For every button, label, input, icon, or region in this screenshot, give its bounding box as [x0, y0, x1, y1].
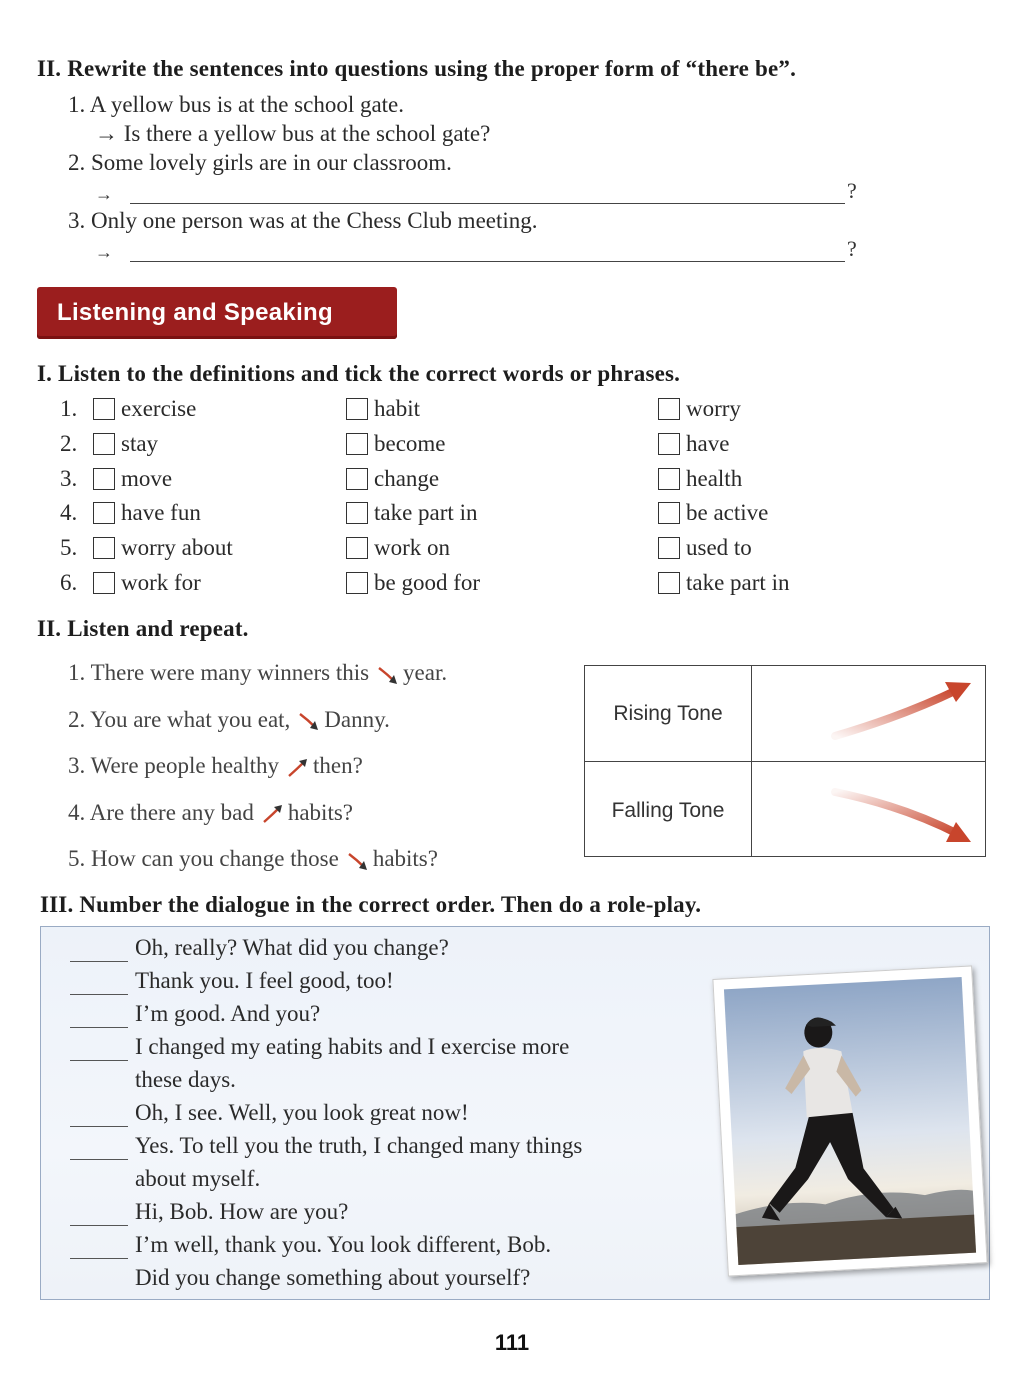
- tick-option-label: worry: [686, 396, 741, 421]
- tick-option[interactable]: [346, 466, 439, 492]
- repeat-item-text: habits?: [372, 846, 438, 871]
- runner-image: [713, 966, 986, 1275]
- tick-checkbox[interactable]: [93, 572, 115, 594]
- dialogue-line: Oh, really? What did you change?: [135, 935, 449, 960]
- tick-option[interactable]: [346, 570, 480, 596]
- tick-option-label: health: [686, 465, 743, 491]
- dialogue-line: Oh, I see. Well, you look great now!: [135, 1100, 469, 1125]
- rewrite-arrow-3: →: [95, 242, 113, 262]
- repeat-item: [68, 660, 447, 686]
- tick-row-number: 2.: [60, 430, 78, 456]
- dialogue-line: Thank you. I feel good, too!: [135, 968, 394, 993]
- tick-checkbox[interactable]: [346, 502, 368, 524]
- tick-row-number: 1.: [60, 396, 78, 421]
- tick-option[interactable]: [658, 570, 789, 596]
- dialogue-line: I’m well, thank you. You look different, Bob.: [135, 1232, 552, 1257]
- tick-checkbox[interactable]: [658, 468, 680, 490]
- rising-arrow-icon: [835, 682, 971, 736]
- tick-option[interactable]: [93, 431, 158, 457]
- tick-option-label: change: [374, 465, 440, 491]
- banner-title: Listening and Speaking: [57, 299, 333, 326]
- repeat-item: [68, 800, 353, 826]
- tick-checkbox[interactable]: [658, 433, 680, 455]
- tick-checkbox[interactable]: [658, 398, 680, 420]
- dialogue-number-blank[interactable]: [70, 1126, 128, 1127]
- rewrite-heading: II. Rewrite the sentences into questions using the proper form of “there be”.: [37, 56, 797, 81]
- rewrite-sentence-3: 3. Only one person was at the Chess Club meeting.: [68, 208, 538, 233]
- tick-option[interactable]: [346, 396, 420, 422]
- rewrite-answer-line-2[interactable]: [130, 203, 845, 204]
- page-number: 111: [494, 1330, 530, 1355]
- rising-tone-label: Rising Tone: [613, 701, 723, 725]
- tick-checkbox[interactable]: [658, 537, 680, 559]
- tick-option-label: become: [374, 430, 446, 456]
- tick-option[interactable]: [658, 535, 752, 561]
- tick-option-label: be active: [686, 500, 769, 526]
- tick-checkbox[interactable]: [93, 502, 115, 524]
- tick-checkbox[interactable]: [93, 398, 115, 420]
- tick-checkbox[interactable]: [346, 433, 368, 455]
- repeat-item: [68, 707, 390, 733]
- tick-option[interactable]: [93, 570, 201, 596]
- tick-option-label: take part in: [686, 570, 790, 595]
- tick-option-label: used to: [686, 535, 752, 561]
- dialogue-number-blank[interactable]: [70, 1060, 128, 1061]
- repeat-item-text: 3. Were people healthy: [68, 753, 280, 778]
- falling-tone-label: Falling Tone: [611, 798, 725, 822]
- dialogue-line: Did you change something about yourself?: [135, 1265, 531, 1290]
- tone-table: [584, 665, 986, 857]
- falling-arrow-icon: [835, 792, 971, 842]
- rewrite-answer-1: → Is there a yellow bus at the school gate?: [95, 121, 491, 146]
- repeat-item-text: 4. Are there any bad: [68, 799, 254, 825]
- dialogue-line: I’m good. And you?: [135, 1001, 321, 1026]
- tick-row-number: 3.: [60, 465, 78, 491]
- tick-option[interactable]: [93, 396, 196, 422]
- tick-option-label: exercise: [121, 396, 197, 421]
- tick-option[interactable]: [658, 500, 768, 526]
- dialogue-line: these days.: [135, 1067, 236, 1092]
- tick-option-label: habit: [374, 396, 420, 421]
- tick-row-number: 5.: [60, 535, 78, 561]
- dialogue-number-blank[interactable]: [70, 961, 128, 962]
- tick-option-label: work for: [121, 570, 201, 595]
- tick-option[interactable]: [346, 535, 450, 561]
- repeat-item-text: habits?: [287, 799, 353, 825]
- repeat-item-text: 1. There were many winners this: [68, 660, 370, 685]
- tick-option-label: move: [121, 465, 173, 491]
- rewrite-sentence-1: 1. A yellow bus is at the school gate.: [68, 92, 405, 117]
- tick-row-number: 6.: [60, 570, 78, 595]
- repeat-item-text: 5. How can you change those: [68, 846, 339, 871]
- tick-checkbox[interactable]: [93, 537, 115, 559]
- dialogue-heading: III. Number the dialogue in the correct order. Then do a role-play.: [40, 892, 702, 917]
- tone-arrows: [753, 666, 985, 856]
- tick-option[interactable]: [93, 466, 172, 492]
- rising-tone-icon: [260, 803, 286, 825]
- tick-checkbox[interactable]: [93, 468, 115, 490]
- tick-checkbox[interactable]: [658, 572, 680, 594]
- tick-option[interactable]: [658, 466, 742, 492]
- dialogue-number-blank[interactable]: [70, 1258, 128, 1259]
- dialogue-number-blank[interactable]: [70, 994, 128, 995]
- tick-checkbox[interactable]: [658, 502, 680, 524]
- tick-option[interactable]: [93, 500, 201, 526]
- tick-option[interactable]: [346, 431, 446, 457]
- tick-option-label: be good for: [374, 570, 481, 595]
- tick-option-label: work on: [374, 535, 451, 561]
- repeat-item-text: year.: [403, 660, 448, 685]
- rewrite-qmark-2: ?: [847, 178, 857, 203]
- tick-row-number: 4.: [60, 500, 78, 526]
- rewrite-sentence-2: 2. Some lovely girls are in our classroom.: [68, 150, 452, 175]
- tick-checkbox[interactable]: [346, 537, 368, 559]
- tick-option[interactable]: [93, 535, 233, 561]
- tick-option[interactable]: [346, 500, 477, 526]
- repeat-item: [68, 846, 438, 872]
- rewrite-answer-line-3[interactable]: [130, 261, 845, 262]
- runner-photo: [712, 965, 987, 1276]
- dialogue-number-blank[interactable]: [70, 1225, 128, 1226]
- falling-tone-icon: [345, 850, 371, 872]
- section-banner: [37, 287, 397, 339]
- rewrite-qmark-3: ?: [847, 236, 857, 261]
- dialogue-line: Hi, Bob. How are you?: [135, 1199, 349, 1224]
- tick-checkbox[interactable]: [346, 398, 368, 420]
- tick-option-label: worry about: [121, 535, 233, 561]
- repeat-item: [68, 753, 363, 779]
- dialogue-line: about myself.: [135, 1166, 261, 1191]
- tick-option-label: have: [686, 430, 730, 456]
- repeat-heading: II. Listen and repeat.: [37, 616, 249, 641]
- repeat-item-text: Danny.: [324, 706, 390, 732]
- tick-option-label: stay: [121, 430, 159, 456]
- tick-checkbox[interactable]: [346, 468, 368, 490]
- falling-tone-icon: [296, 710, 322, 732]
- tick-checkbox[interactable]: [346, 572, 368, 594]
- falling-tone-icon: [375, 664, 401, 686]
- dialogue-number-blank[interactable]: [70, 1027, 128, 1028]
- dialogue-line: Yes. To tell you the truth, I changed many things: [135, 1133, 583, 1158]
- tick-option-label: have fun: [121, 500, 201, 526]
- tick-option[interactable]: [658, 431, 729, 457]
- rewrite-arrow-2: →: [95, 184, 113, 204]
- repeat-item-text: 2. You are what you eat,: [68, 706, 291, 732]
- dialogue-number-blank[interactable]: [70, 1159, 128, 1160]
- rising-tone-icon: [285, 757, 311, 779]
- tick-heading: I. Listen to the definitions and tick the correct words or phrases.: [37, 361, 681, 386]
- repeat-item-text: then?: [313, 753, 363, 778]
- dialogue-line: I changed my eating habits and I exercise more: [135, 1034, 570, 1059]
- tick-option-label: take part in: [374, 500, 478, 526]
- tick-option[interactable]: [658, 396, 741, 422]
- tick-checkbox[interactable]: [93, 433, 115, 455]
